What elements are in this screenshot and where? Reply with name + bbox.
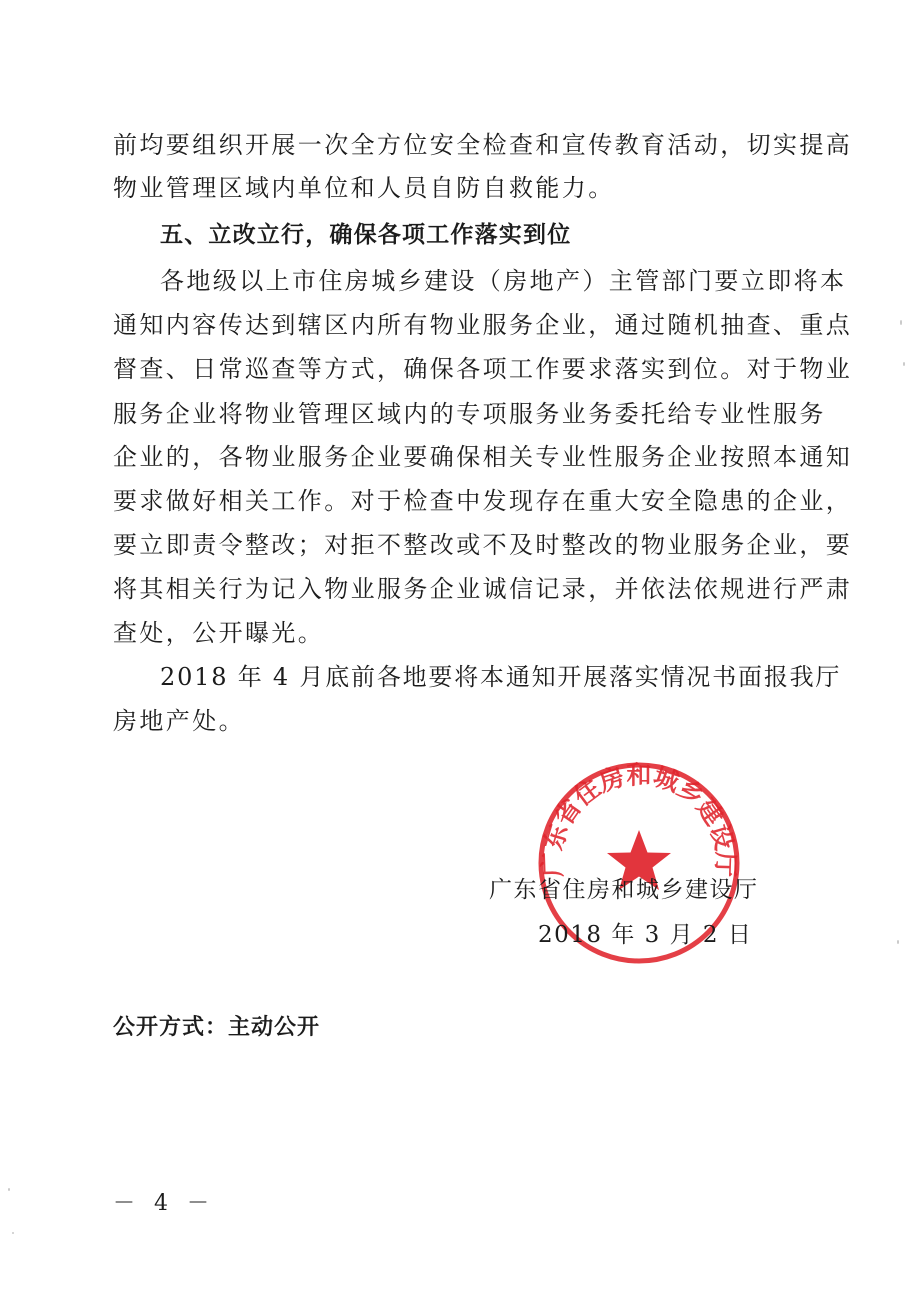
issuer-name: 广东省住房和城乡建设厅 [489, 877, 759, 903]
issue-date: 2018 年 3 月 2 日 [538, 922, 753, 948]
scan-speck [903, 362, 905, 366]
body-line: 房地产处。 [113, 707, 245, 735]
scan-speck [900, 320, 902, 325]
body-line: 督查、日常巡查等方式，确保各项工作要求落实到位。对于物业 [113, 355, 853, 383]
body-line: 要求做好相关工作。对于检查中发现存在重大安全隐患的企业， [113, 487, 853, 515]
scan-speck [897, 940, 899, 944]
body-line: 2018 年 4 月底前各地要将本通知开展落实情况书面报我厅 [160, 663, 842, 691]
body-line: 企业的，各物业服务企业要确保相关专业性服务企业按照本通知 [113, 443, 853, 471]
body-line: 通知内容传达到辖区内所有物业服务企业，通过随机抽查、重点 [113, 311, 853, 339]
disclosure-note: 公开方式：主动公开 [113, 1015, 321, 1040]
body-line: 各地级以上市住房城乡建设（房地产）主管部门要立即将本 [160, 267, 847, 295]
scan-speck [12, 1232, 14, 1234]
body-line: 前均要组织开展一次全方位安全检查和宣传教育活动，切实提高 [113, 131, 853, 159]
section-heading: 五、立改立行，确保各项工作落实到位 [160, 222, 572, 248]
seal-ring-text: 广东省住房和城乡建设厅 [537, 760, 741, 878]
body-line: 物业管理区域内单位和人员自防自救能力。 [113, 174, 615, 202]
body-line: 将其相关行为记入物业服务企业诚信记录，并依法依规进行严肃 [113, 575, 853, 603]
body-line: 要立即责令整改；对拒不整改或不及时整改的物业服务企业，要 [113, 531, 853, 559]
body-line: 服务企业将物业管理区域内的专项服务业务委托给专业性服务 [113, 400, 826, 428]
body-line: 查处，公开曝光。 [113, 619, 325, 647]
scan-speck [8, 1188, 10, 1191]
page-number: － 4 － [113, 1191, 215, 1216]
